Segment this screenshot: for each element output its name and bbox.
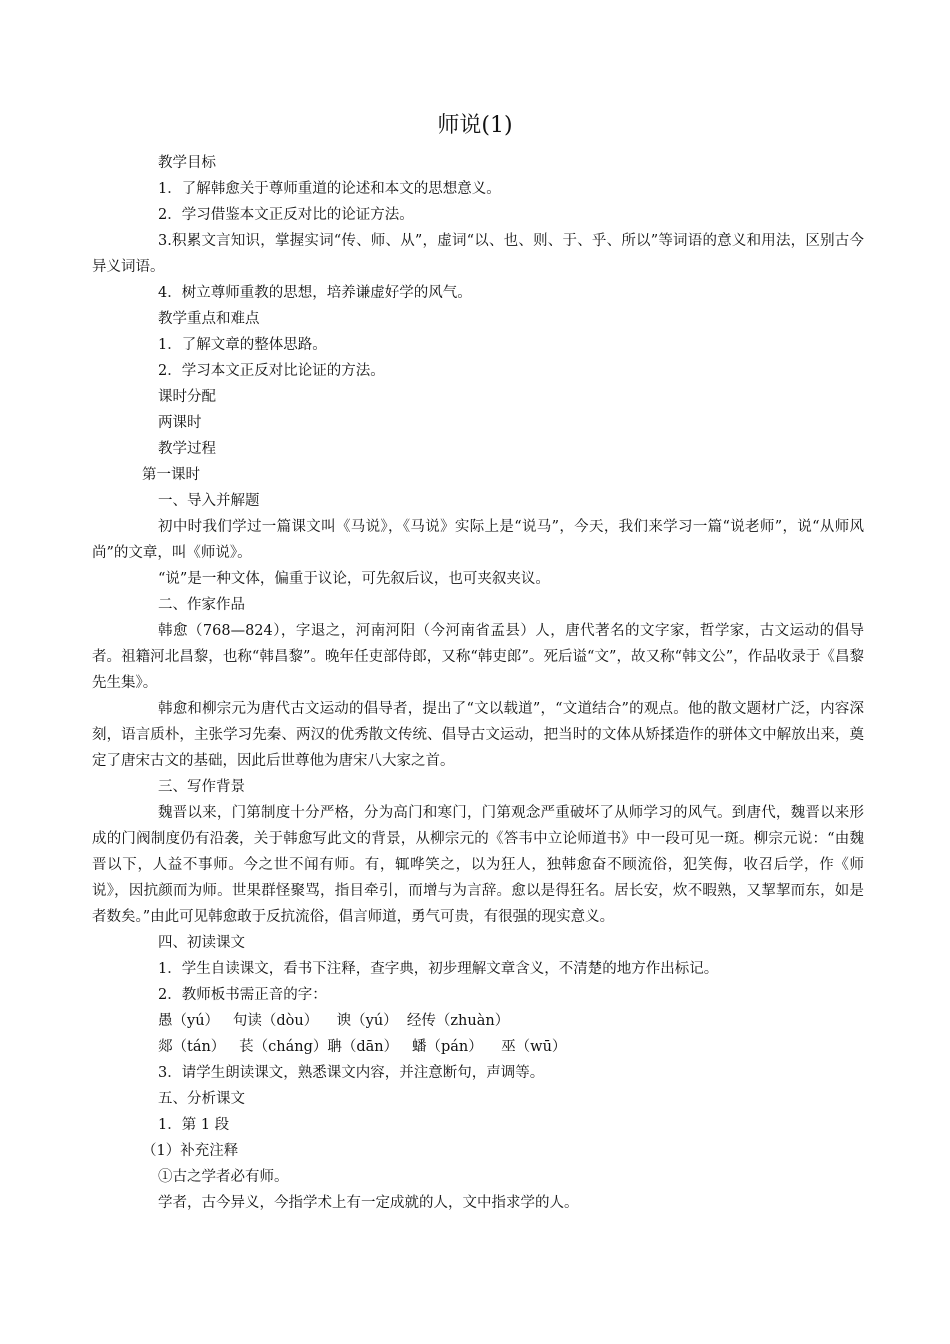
document-body (92, 150, 864, 1216)
paragraph: 教学重点和难点 (158, 311, 260, 327)
paragraph: 1．学生自读课文，看书下注释，查字典，初步理解文章含义，不清楚的地方作出标记。 (158, 961, 719, 977)
paragraph: 2．教师板书需正音的字： (158, 987, 327, 1003)
paragraph: “说”是一种文体，偏重于议论，可先叙后议，也可夹叙夹议。 (158, 571, 550, 587)
paragraph: 4．树立尊师重教的思想，培养谦虚好学的风气。 (158, 285, 472, 301)
paragraph: 愚（yú） 句读（dòu） 谀（yú） 经传（zhuàn） (158, 1013, 510, 1029)
paragraph: 四、初读课文 (158, 935, 245, 951)
paragraph: 1．第 1 段 (158, 1117, 230, 1133)
paragraph: 五、分析课文 (158, 1091, 245, 1107)
paragraph: 2．学习借鉴本文正反对比的论证方法。 (158, 207, 414, 223)
paragraph: 魏晋以来，门第制度十分严格，分为高门和寒门，门第观念严重破坏了从师学习的风气。到唐代，魏晋以来形成的门阀制度仍有沿袭，关于韩愈写此文的背景，从柳宗元的《答韦中立论师道书》中一段可见一斑。柳宗元说：“由魏晋以下，人益不事师。今之世不闻有师。有，辄哗笑之，以为狂人，独韩愈奋不顾流俗，犯笑侮，收召后学，作《师说》，因抗颜而为师。世果群怪聚骂，指目牵引，而增与为言辞。愈以是得狂名。居长安，炊不暇熟，又挈挈而东，如是者数矣。”由此可见韩愈敢于反抗流俗，倡言师道，勇气可贵，有很强的现实意义。 (92, 805, 864, 925)
paragraph: 二、作家作品 (158, 597, 245, 613)
paragraph: 教学过程 (158, 441, 216, 457)
paragraph: 2．学习本文正反对比论证的方法。 (158, 363, 385, 379)
paragraph: 教学目标 (158, 155, 216, 171)
document-title: 师说(1) (437, 113, 513, 138)
paragraph: 郯（tán） 苌（cháng）聃（dān） 蟠（pán） 巫（wū） (158, 1039, 567, 1055)
paragraph: 学者，古今异义，今指学术上有一定成就的人，文中指求学的人。 (158, 1195, 579, 1211)
paragraph: 一、导入并解题 (158, 493, 260, 509)
paragraph: 韩愈和柳宗元为唐代古文运动的倡导者，提出了“文以载道”，“文道结合”的观点。他的散文题材广泛，内容深刻，语言质朴，主张学习先秦、两汉的优秀散文传统、倡导古文运动，把当时的文体从矫揉造作的骈体文中解放出来，奠定了唐宋古文的基础，因此后世尊他为唐宋八大家之首。 (92, 701, 864, 769)
paragraph: 3.积累文言知识，掌握实词“传、师、从”，虚词“以、也、则、于、乎、所以”等词语的意义和用法，区别古今异义词语。 (92, 233, 864, 275)
paragraph: ①古之学者必有师。 (158, 1169, 289, 1185)
paragraph: 两课时 (158, 415, 202, 431)
paragraph: 课时分配 (158, 389, 216, 405)
paragraph: 1．了解文章的整体思路。 (158, 337, 327, 353)
paragraph: 第一课时 (142, 467, 200, 483)
paragraph: 初中时我们学过一篇课文叫《马说》，《马说》实际上是“说马”，今天，我们来学习一篇“说老师”，说“从师风尚”的文章，叫《师说》。 (92, 519, 864, 561)
paragraph: （1）补充注释 (142, 1143, 239, 1159)
paragraph: 韩愈（768—824），字退之，河南河阳（今河南省孟县）人，唐代著名的文字家，哲学家，古文运动的倡导者。祖籍河北昌黎，也称“韩昌黎”。晚年任吏部侍郎，又称“韩吏郎”。死后谥“文”，故又称“韩文公”，作品收录于《昌黎先生集》。 (92, 623, 864, 691)
paragraph: 1．了解韩愈关于尊师重道的论述和本文的思想意义。 (158, 181, 501, 197)
paragraph: 3．请学生朗读课文，熟悉课文内容，并注意断句，声调等。 (158, 1065, 545, 1081)
paragraph: 三、写作背景 (158, 779, 245, 795)
